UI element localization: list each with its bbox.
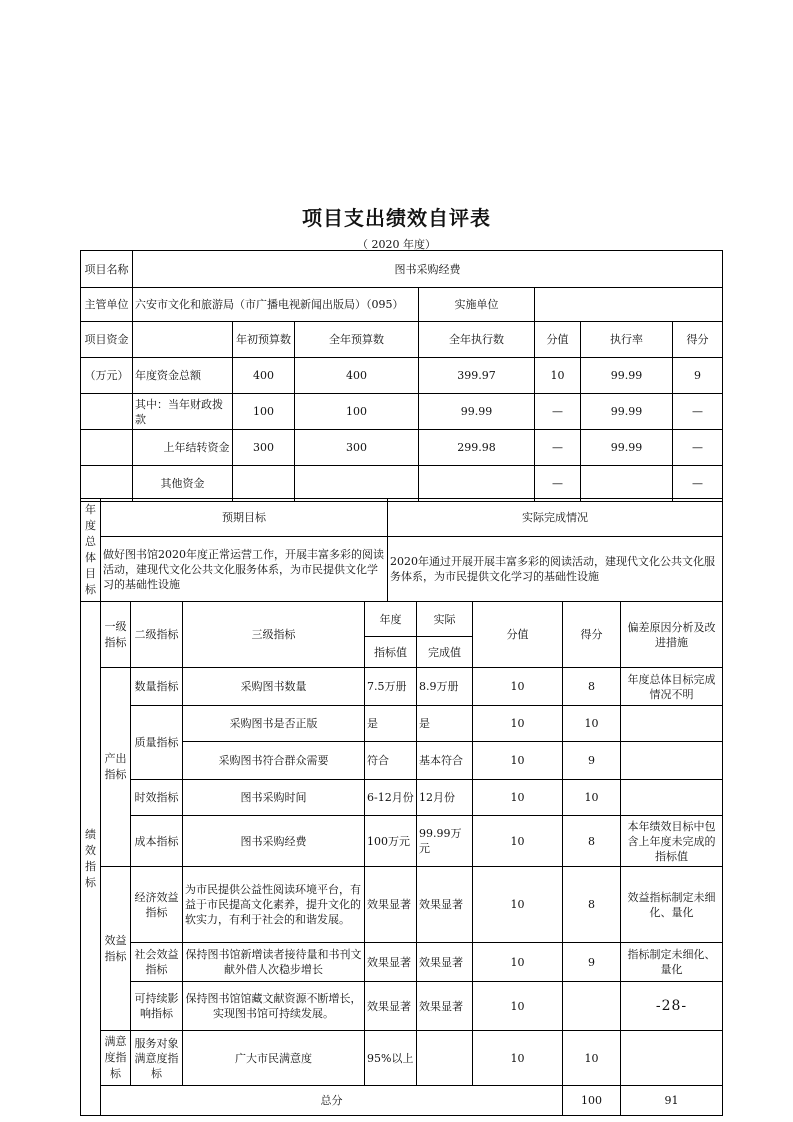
indicator-actual	[417, 1031, 473, 1086]
indicator-score: 8	[563, 668, 621, 706]
fund-initial	[233, 466, 295, 502]
fund-full	[295, 466, 419, 502]
fund-full: 300	[295, 430, 419, 466]
indicators-table	[80, 601, 723, 1116]
project-name-row	[81, 251, 723, 288]
header-level3: 三级指标	[183, 602, 365, 668]
indicator-row	[81, 867, 723, 943]
indicator-target: 效果显著	[365, 867, 417, 943]
indicator-target: 符合	[365, 742, 417, 780]
indicator-score: 10	[563, 1031, 621, 1086]
output-label: 产出指标	[101, 668, 131, 867]
fund-name: 年度资金总额	[133, 358, 233, 394]
indicator-weight: 10	[473, 668, 563, 706]
indicator-score: 8	[563, 867, 621, 943]
indicator-l3: 为市民提供公益性阅读环境平台，有益于市民提高文化素养，提升文化的软实力，有利于社会的和谐发展。	[183, 867, 365, 943]
fund-rate: 99.99	[581, 394, 673, 430]
goals-content-row	[81, 537, 723, 602]
fund-initial: 300	[233, 430, 295, 466]
indicator-l3: 采购图书是否正版	[183, 706, 365, 742]
indicator-l2: 质量指标	[131, 706, 183, 780]
funds-label: 项目资金	[81, 322, 133, 358]
header-weight: 分值	[535, 322, 581, 358]
indicator-weight: 10	[473, 816, 563, 867]
fund-score: —	[673, 394, 723, 430]
indicator-weight: 10	[473, 943, 563, 982]
indicator-actual: 效果显著	[417, 867, 473, 943]
indicator-analysis: 效益指标制定未细化、量化	[621, 867, 723, 943]
indicator-weight: 10	[473, 867, 563, 943]
funds-row	[81, 430, 723, 466]
indicator-l2: 服务对象满意度指标	[131, 1031, 183, 1086]
indicator-row	[81, 706, 723, 742]
indicator-analysis	[621, 1031, 723, 1086]
fund-name: 其中：当年财政拨款	[133, 394, 233, 430]
header-full: 全年预算数	[295, 322, 419, 358]
indicator-actual: 99.99万元	[417, 816, 473, 867]
impl-value	[535, 288, 723, 322]
indicator-weight: 10	[473, 780, 563, 816]
project-name-label: 项目名称	[81, 251, 133, 288]
page-number: -28-	[621, 982, 723, 1031]
dept-value: 六安市文化和旅游局（市广播电视新闻出版局）（095）	[133, 288, 419, 322]
indicator-row	[81, 943, 723, 982]
fund-rate	[581, 466, 673, 502]
indicator-target: 95%以上	[365, 1031, 417, 1086]
blank-cell	[81, 466, 133, 502]
expected-header: 预期目标	[101, 499, 388, 537]
indicator-row	[81, 668, 723, 706]
indicator-score: 9	[563, 943, 621, 982]
indicator-actual: 8.9万册	[417, 668, 473, 706]
goals-header-row	[81, 499, 723, 537]
fund-rate: 99.99	[581, 430, 673, 466]
indicator-l2: 时效指标	[131, 780, 183, 816]
funds-table	[80, 250, 723, 502]
fund-weight: —	[535, 466, 581, 502]
fund-score: —	[673, 466, 723, 502]
header-analysis: 偏差原因分析及改进措施	[621, 602, 723, 668]
fund-name: 上年结转资金	[133, 430, 233, 466]
indicator-analysis	[621, 742, 723, 780]
fund-weight: —	[535, 430, 581, 466]
indicator-analysis: 本年绩效目标中包含上年度未完成的指标值	[621, 816, 723, 867]
goals-table	[80, 498, 723, 602]
satisfaction-label: 满意度指标	[101, 1031, 131, 1086]
fund-full: 400	[295, 358, 419, 394]
indicator-score: 10	[563, 706, 621, 742]
indicator-l3: 采购图书数量	[183, 668, 365, 706]
funds-header-blank	[133, 322, 233, 358]
fund-name: 其他资金	[133, 466, 233, 502]
fund-executed	[419, 466, 535, 502]
funds-unit-label: （万元）	[81, 358, 133, 394]
indicator-target: 6-12月份	[365, 780, 417, 816]
funds-header-row	[81, 322, 723, 358]
fund-weight: —	[535, 394, 581, 430]
header-score: 得分	[563, 602, 621, 668]
funds-row	[81, 394, 723, 430]
indicator-l2: 可持续影响指标	[131, 982, 183, 1031]
header-actual-bottom: 完成值	[417, 637, 473, 668]
goals-side-label: 年度总体目标	[81, 499, 101, 602]
fund-score: 9	[673, 358, 723, 394]
indicator-l2: 经济效益指标	[131, 867, 183, 943]
total-row	[81, 1086, 723, 1116]
indicator-analysis	[621, 780, 723, 816]
indicator-target: 效果显著	[365, 982, 417, 1031]
header-annual-top: 年度	[365, 602, 417, 637]
indicator-l3: 保持图书馆馆藏文献资源不断增长，实现图书馆可持续发展。	[183, 982, 365, 1031]
indicator-l2: 成本指标	[131, 816, 183, 867]
indicator-target: 100万元	[365, 816, 417, 867]
indicator-row	[81, 982, 723, 1031]
indicator-l3: 图书采购时间	[183, 780, 365, 816]
fund-initial: 100	[233, 394, 295, 430]
indicator-target: 效果显著	[365, 943, 417, 982]
blank-cell	[81, 394, 133, 430]
indicator-row	[81, 780, 723, 816]
indicator-analysis	[621, 706, 723, 742]
funds-row	[81, 466, 723, 502]
indicator-analysis: 年度总体目标完成情况不明	[621, 668, 723, 706]
fund-executed: 399.97	[419, 358, 535, 394]
indicator-score: 8	[563, 816, 621, 867]
indicators-header-row	[81, 602, 723, 637]
fund-executed: 299.98	[419, 430, 535, 466]
fund-rate: 99.99	[581, 358, 673, 394]
project-name: 图书采购经费	[133, 251, 723, 288]
indicator-actual: 是	[417, 706, 473, 742]
fund-score: —	[673, 430, 723, 466]
indicator-l3: 采购图书符合群众需要	[183, 742, 365, 780]
indicator-row	[81, 816, 723, 867]
blank-cell	[81, 430, 133, 466]
fund-executed: 99.99	[419, 394, 535, 430]
header-level2: 二级指标	[131, 602, 183, 668]
header-score: 得分	[673, 322, 723, 358]
header-annual-bottom: 指标值	[365, 637, 417, 668]
indicator-l3: 保持图书馆新增读者接待量和书刊文献外借人次稳步增长	[183, 943, 365, 982]
fund-initial: 400	[233, 358, 295, 394]
indicator-target: 是	[365, 706, 417, 742]
indicator-target: 7.5万册	[365, 668, 417, 706]
indicator-analysis: 指标制定未细化、量化	[621, 943, 723, 982]
indicator-weight: 10	[473, 742, 563, 780]
header-level1: 一级指标	[101, 602, 131, 668]
effect-label: 效益指标	[101, 867, 131, 1031]
header-initial: 年初预算数	[233, 322, 295, 358]
indicator-weight: 10	[473, 982, 563, 1031]
page-subtitle: （ 2020 年度）	[357, 238, 436, 251]
total-weight: 100	[563, 1086, 621, 1116]
indicator-score: 9	[563, 742, 621, 780]
indicator-actual: 效果显著	[417, 982, 473, 1031]
indicator-weight: 10	[473, 1031, 563, 1086]
header-executed: 全年执行数	[419, 322, 535, 358]
indicator-actual: 12月份	[417, 780, 473, 816]
actual-goal: 2020年通过开展开展丰富多彩的阅读活动，建现代文化公共文化服务体系，为市民提供文化学习的基础性设施	[388, 537, 723, 602]
actual-header: 实际完成情况	[388, 499, 723, 537]
fund-full: 100	[295, 394, 419, 430]
indicator-weight: 10	[473, 706, 563, 742]
indicator-l2: 社会效益指标	[131, 943, 183, 982]
impl-label: 实施单位	[419, 288, 535, 322]
indicator-score: 10	[563, 780, 621, 816]
indicator-row	[81, 1031, 723, 1086]
funds-row	[81, 358, 723, 394]
indicator-score	[563, 982, 621, 1031]
indicator-l3: 图书采购经费	[183, 816, 365, 867]
expected-goal: 做好图书馆2020年度正常运营工作，开展丰富多彩的阅读活动，建现代文化公共文化服务体系，为市民提供文化学习的基础性设施	[101, 537, 388, 602]
header-actual-top: 实际	[417, 602, 473, 637]
indicator-actual: 基本符合	[417, 742, 473, 780]
header-weight: 分值	[473, 602, 563, 668]
indicator-actual: 效果显著	[417, 943, 473, 982]
indicator-l2: 数量指标	[131, 668, 183, 706]
header-rate: 执行率	[581, 322, 673, 358]
total-score: 91	[621, 1086, 723, 1116]
page-title: 项目支出绩效自评表	[302, 206, 491, 230]
indicators-side-label: 绩效指标	[81, 602, 101, 1116]
dept-label: 主管单位	[81, 288, 133, 322]
dept-row	[81, 288, 723, 322]
fund-weight: 10	[535, 358, 581, 394]
indicator-l3: 广大市民满意度	[183, 1031, 365, 1086]
total-label: 总分	[101, 1086, 563, 1116]
